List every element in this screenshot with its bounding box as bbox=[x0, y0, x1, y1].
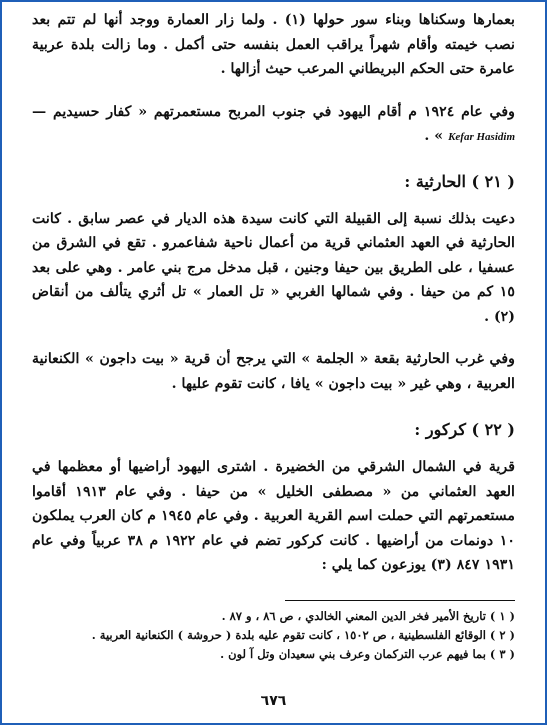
paragraph-intro: بعمارها وسكناها وبناء سور حولها (١) . ولما زار العمارة ووجد أنها لم تتم بعد نصب خيمته وأقام شهراً يراقب العمل بنفسه حتى أكمل . وما زالت بلدة عربية عامرة حتى الحكم البريطاني المرعب حيث أزالها . bbox=[32, 12, 515, 77]
paragraph-kefar-hasidim-text: وفي عام ١٩٢٤ م أقام اليهود في جنوب المربح مستعمرتهم « كفار حسيديم — bbox=[32, 103, 515, 120]
paragraph-harithiya: دعيت بذلك نسبة إلى القبيلة التي كانت سيدة هذه الديار في عصر سابق . كانت الحارثية في العهد العثماني قرية من أعمال ناحية شفاعمرو . تقع في الشرق من عسفيا ، على الطريق بين حيفا وجنين ، قبل مدخل مرج بني عامر . وهي على بعد ١٥ كم من حيفا . وفي شمالها الغربي « تل العمار » تل أثري يتألف من أنقاض (٢) . bbox=[32, 210, 515, 325]
kefar-hasidim-latin: Kefar Hasidim bbox=[448, 131, 515, 143]
footnote-3: ( ٣ ) بما فيهم عرب التركمان وعرف بني سعيدان وتل آ لون . bbox=[220, 646, 515, 661]
section-heading-harithiya: ( ٢١ ) الحارثية : bbox=[404, 171, 515, 191]
paragraph-karkur: قرية في الشمال الشرقي من الخضيرة . اشترى اليهود أراضيها أو معظمها في العهد العثماني من « مصطفى الخليل » من حيفا . وفي عام ١٩١٣ أقاموا مستعمرتهم التي حملت اسم القرية العربية . وفي عام ١٩٤٥ م كان العرب يملكون ١٠ دونمات من أراضيها . كانت كركور تضم في عام ١٩٢٢ م ٣٨ عربياً وفي عام ١٩٣١ ٨٤٧ (٣) يوزعون كما يلي : bbox=[32, 459, 516, 573]
paragraph-kefar-hasidim bbox=[32, 100, 515, 150]
footnote-1: ( ١ ) تاريخ الأمير فخر الدين المعني الخالدي ، ص ٨٦ ، و ٨٧ . bbox=[221, 608, 515, 623]
footnote-2: ( ٢ ) الوقائع الفلسطينية ، ص ١٥٠٢ ، كانت تقوم عليه بلدة ( حروشة ) الكنعانية العربية . bbox=[91, 627, 515, 642]
footnote-divider bbox=[285, 600, 515, 601]
page-number: ٦٧٦ bbox=[260, 693, 287, 709]
page-content bbox=[32, 8, 515, 664]
footnotes bbox=[32, 607, 515, 664]
paragraph-kefar-hasidim-end: » . bbox=[424, 128, 444, 144]
section-heading-karkur: ( ٢٢ ) كركور : bbox=[414, 420, 515, 439]
paragraph-jalama: وفي غرب الحارثية بقعة « الجلمة » التي يرجح أن قرية « بيت داجون » الكنعانية العربية ، وهي غير « بيت داجون » يافا ، كانت تقوم عليها . bbox=[32, 351, 515, 392]
